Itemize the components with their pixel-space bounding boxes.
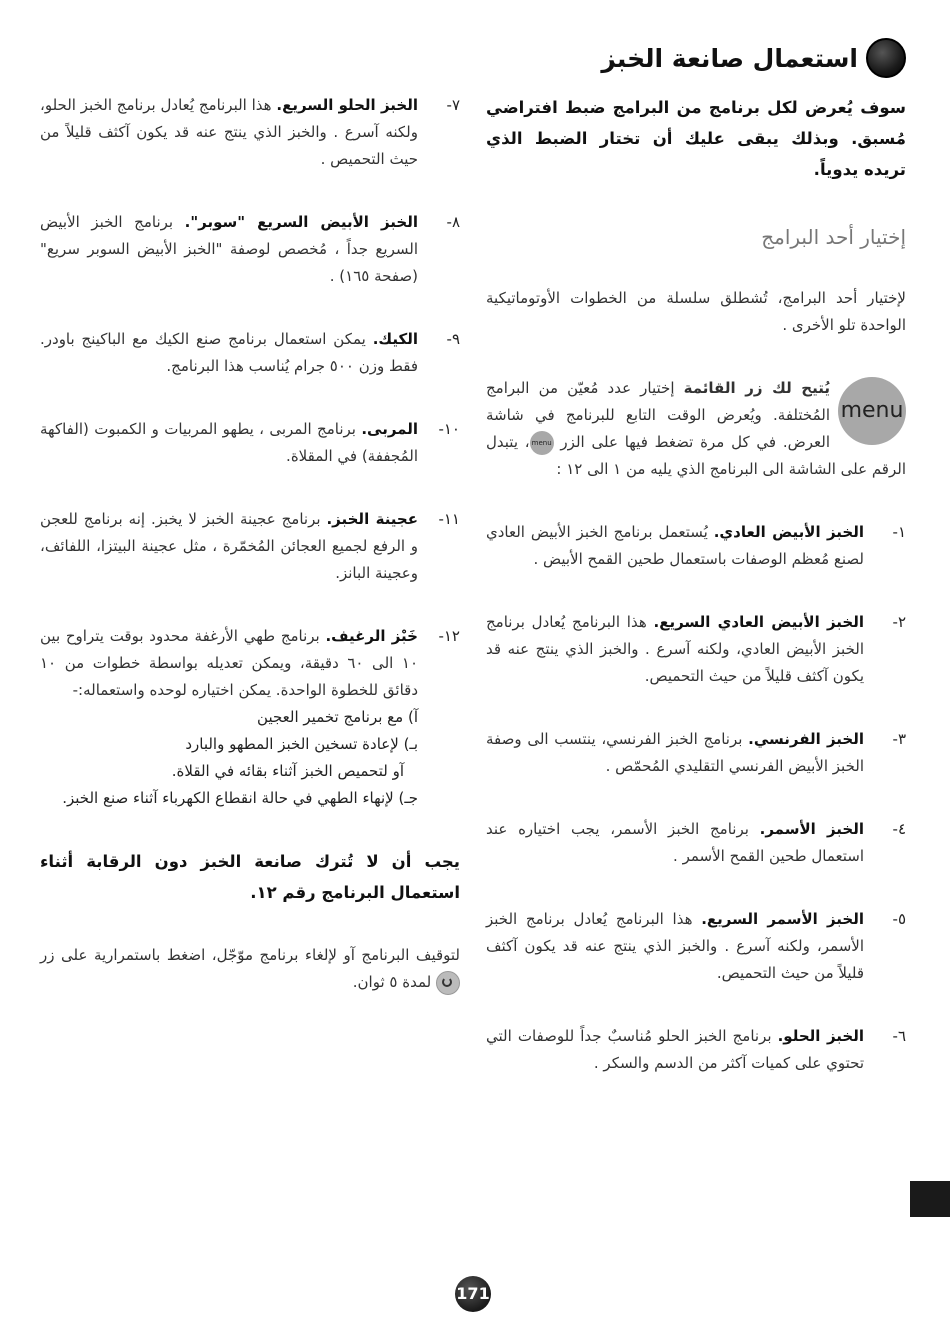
item-text: هذا البرنامج يُعادل برنامج الخبز الأبيض العادي، ولكنه آسرع . والخبز الذي ينتج عنه قد يكون آكثف قليلاً من حيث التحميص.: [486, 613, 864, 685]
section-subheading: إختيار أحد البرامج: [761, 225, 906, 249]
stop-instructions: [40, 942, 460, 996]
item-text: يُستعمل برنامج الخبز الأبيض العادي لصنع مُعظم الوصفات باستعمال طحين القمح الأبيض .: [486, 523, 864, 568]
item-number: ٧-: [446, 96, 460, 114]
item-number: ٨-: [446, 213, 460, 231]
item-title: الخبز الأبيض العادي السريع.: [653, 613, 864, 631]
item-text: برنامج الخبز الأبيض السريع جداً ، مُخصص لوصفة "الخبز الأبيض السوبر سريع" (صفحة ١٦٥) .: [40, 213, 418, 285]
item-title: الخبز الأسمر السريع.: [701, 910, 864, 928]
item-text: برنامج عجينة الخبز لا يخبز. إنه برنامج للعجن و الرفع لجميع العجائن المُخمّرة ، مثل عجينة البيتزا، اللفائف، وعجينة البانز.: [40, 510, 418, 582]
item-number: ٦-: [892, 1027, 906, 1045]
section-bullet-icon: [866, 38, 906, 78]
sub-item-c: جـ) لإنهاء الطهي في حالة انقطاع الكهرباء آثناء صنع الخبز.: [62, 789, 418, 807]
item-number: ٩-: [446, 330, 460, 348]
program-item: [40, 416, 460, 470]
section-tab: [910, 1181, 950, 1217]
left-column: [40, 92, 460, 996]
item-title: الكيك.: [372, 330, 418, 348]
program-item: [486, 816, 906, 870]
intro-text: سوف يُعرض لكل برنامج من البرامج ضبط افتراضي مُسبق. وبذلك يبقى عليك أن تختار الضبط الذي تريده يدوياً.: [486, 98, 906, 179]
item-number: ١٠-: [438, 420, 460, 438]
item-number: ٤-: [892, 820, 906, 838]
item-number: ١١-: [438, 510, 460, 528]
item-number: ١٢-: [438, 627, 460, 645]
item-title: الخبز الحلو السريع.: [276, 96, 418, 114]
program-item: [40, 209, 460, 290]
program-list-right: [486, 519, 906, 1077]
page-number: 171: [455, 1276, 491, 1312]
program-item: [40, 506, 460, 587]
program-item: [40, 326, 460, 380]
page-header: [601, 38, 906, 78]
item-number: ١-: [892, 523, 906, 541]
sub-item-b2: آو لتحميص الخبز آثناء بقائه في القلاة.: [171, 762, 404, 780]
item-title: الخبز الفرنسي.: [748, 730, 865, 748]
page-title: استعمال صانعة الخبز: [601, 43, 858, 73]
program-item: [40, 92, 460, 173]
loaf-sublist: [40, 704, 460, 812]
menu-description: [486, 375, 906, 483]
sub-item-b: بـ) لإعادة تسخين الخبز المطهو والبارد: [185, 735, 418, 753]
item-text: برنامج طهي الأرغفة محدود بوقت يتراوح بين ١٠ الى ٦٠ دقيقة، ويمكن تعديله بواسطة خطوات من ١٠ دقائق للخطوة الواحدة. يمكن اختياره لوحده واستعماله:-: [40, 627, 419, 699]
menu-text-2: ، يتبدل الرقم على الشاشة الى البرنامج الذي يليه من ١ الى ١٢ :: [486, 433, 906, 478]
menu-bold-text: يُتيح لك زر القائمة: [683, 379, 830, 397]
intro-paragraph: لإختيار أحد البرامج، تُشطلق سلسلة من الخطوات الأوتوماتيكية الواحدة تلو الأخرى .: [486, 289, 906, 334]
warning-text: يجب أن لا تُترك صانعة الخبز دون الرقابة أثناء استعمال البرنامج رقم ١٢.: [40, 852, 460, 902]
item-title: الخبز الحلو.: [777, 1027, 864, 1045]
menu-mini-icon: menu: [530, 431, 554, 455]
program-item: [486, 609, 906, 690]
program-item: [486, 519, 906, 573]
item-text: يمكن استعمال برنامج صنع الكيك مع الباكينج باودر. فقط وزن ٥٠٠ جرام يُناسب هذا البرنامج.: [40, 330, 418, 375]
item-number: ٣-: [892, 730, 906, 748]
item-title: الخبز الأبيض العادي.: [713, 523, 864, 541]
program-item: [486, 1023, 906, 1077]
program-item: [486, 906, 906, 987]
stop-text-2: لمدة ٥ ثوان.: [352, 973, 436, 991]
item-text: برنامج الخبز الأسمر، يجب اختياره عند استعمال طحين القمح الأسمر .: [486, 820, 864, 865]
item-text: برنامج الخبز الفرنسي، ينتسب الى وصفة الخبز الأبيض الفرنسي التقليدي المُحمّص .: [486, 730, 864, 775]
item-title: المربى.: [361, 420, 418, 438]
item-number: ٢-: [892, 613, 906, 631]
item-number: ٥-: [892, 910, 906, 928]
item-title: عجينة الخبز.: [326, 510, 418, 528]
menu-text-1: إختيار عدد مُعيّن من البرامج المُختلفة. ويُعرض الوقت التابع للبرنامج في شاشة العرض. في كل مرة تضغط فيها على الزر: [486, 379, 831, 451]
menu-button-icon: menu: [838, 377, 906, 445]
power-button-icon: [436, 971, 460, 995]
item-text: هذا البرنامج يُعادل برنامج الخبز الأسمر، ولكنه آسرع . والخبز الذي ينتج عنه قد يكون آكثف قليلاً من حيث التحميص.: [486, 910, 864, 982]
stop-text-1: لتوقيف البرنامج آو لإلغاء برنامج موّجّل، اضغط باستمرارية على زر: [40, 946, 460, 964]
right-column: [486, 92, 906, 1113]
program-item: [40, 623, 460, 704]
item-title: الخبز الأبيض السريع "سوبر".: [184, 213, 418, 231]
sub-item-a: آ) مع برنامج تخمير العجين: [257, 708, 418, 726]
item-text: برنامج الخبز الحلو مُناسبٌ جداً للوصفات التي تحتوي على كميات آكثر من الدسم والسكر .: [486, 1027, 864, 1072]
item-text: برنامج المربى ، يطهو المربيات و الكمبوت (الفاكهة المُجففة) في المقلاة.: [40, 420, 418, 465]
item-text: هذا البرنامج يُعادل برنامج الخبز الحلو، ولكنه آسرع . والخبز الذي ينتج عنه قد يكون آكثف قليلاً من حيث التحميص .: [40, 96, 418, 168]
item-title: الخبز الأسمر.: [759, 820, 864, 838]
program-item: [486, 726, 906, 780]
item-title: خَبْز الرغيف.: [325, 627, 418, 645]
